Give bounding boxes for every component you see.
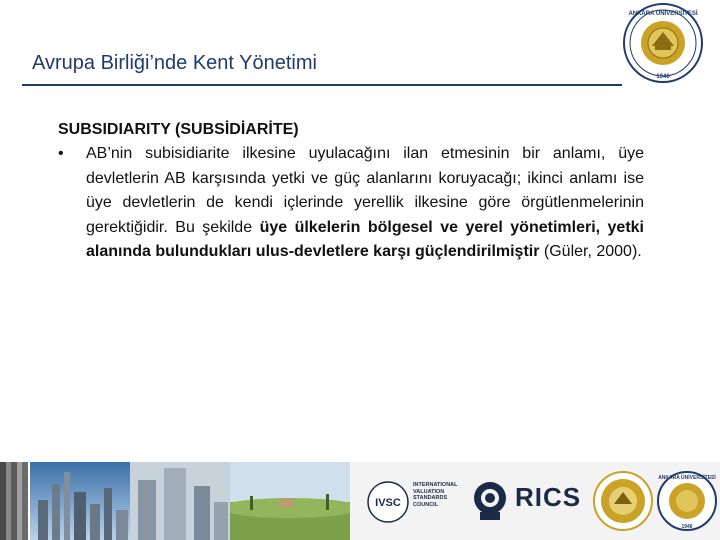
bullet-text-bold: üye ülkelerin bölgesel ve yerel yönetimleri, yetki alanında bulundukları ulus-devletlere karşı güçlendirilmiştir <box>86 218 645 261</box>
decorative-stripes <box>0 462 28 540</box>
bullet-text-part-1: AB’nin subisidiarite ilkesine uyulacağını ilan etmesinin bir anlamı, üye devletlerin AB karşısında yetki ve güç alanlarını koruyacağı; ikinci anlamı ise üye devletlerin de kendi içlerinde yerellik ilkesine göre örgütlenmelerinin gerektiğidir. Bu şekilde <box>86 145 644 236</box>
rics-logo-text: RICS <box>515 482 582 512</box>
bullet-text-part-2: (Güler, 2000). <box>539 243 642 261</box>
landscape-photo <box>230 462 350 540</box>
ivsc-line-1: INTERNATIONAL <box>413 482 458 488</box>
lion-icon <box>470 478 510 524</box>
ivsc-line-4: COUNCIL <box>413 501 439 508</box>
slide-body <box>58 118 644 264</box>
bullet-text <box>86 142 644 264</box>
footer-seal-text: ANKARA ÜNİVERSİTESİ <box>658 475 716 481</box>
title-divider <box>22 84 622 86</box>
footer-banner <box>0 462 720 540</box>
bullet-item <box>58 142 644 264</box>
ivsc-abbr: IVSC <box>375 497 401 509</box>
university-seal-icon <box>592 468 654 534</box>
bullet-marker: • <box>58 145 64 163</box>
ankara-university-seal-footer-icon <box>656 466 718 536</box>
towers-photo <box>130 462 230 540</box>
seal-year: 1946 <box>656 74 670 80</box>
footer-seal-year: 1946 <box>681 524 693 530</box>
ankara-university-seal-icon <box>622 2 704 84</box>
ivsc-logo-icon <box>366 480 410 524</box>
section-heading: SUBSIDIARITY (SUBSİDİARİTE) <box>58 121 299 138</box>
ivsc-line-3: STANDARDS <box>413 495 448 501</box>
slide-title: Avrupa Birliği’nde Kent Yönetimi <box>32 52 317 74</box>
ivsc-line-2: VALUATION <box>413 488 445 495</box>
ivsc-logo-text <box>413 482 458 508</box>
city-skyline-photo <box>30 462 130 540</box>
seal-text: ANKARA ÜNİVERSİTESİ <box>628 11 698 17</box>
